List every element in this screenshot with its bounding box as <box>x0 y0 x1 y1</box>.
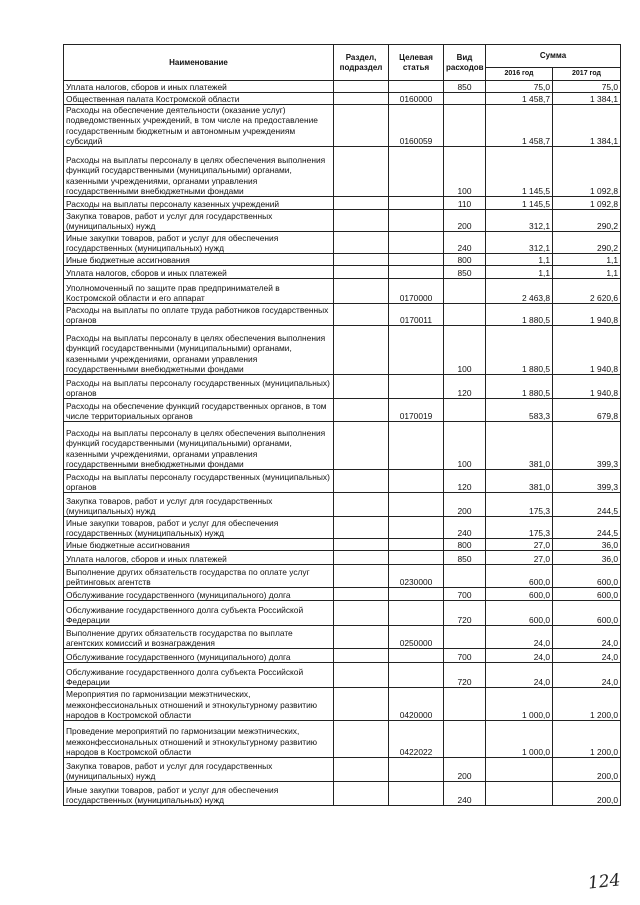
cell-target <box>389 147 444 197</box>
cell-y2016: 600,0 <box>486 601 553 626</box>
cell-y2016: 1 880,5 <box>486 326 553 375</box>
table-row <box>64 493 621 517</box>
cell-section <box>334 210 389 232</box>
cell-type: 120 <box>444 470 486 493</box>
cell-type <box>444 105 486 147</box>
header-2017: 2017 год <box>553 68 621 81</box>
cell-y2016: 1 458,7 <box>486 93 553 105</box>
cell-type <box>444 93 486 105</box>
table-row <box>64 279 621 304</box>
cell-y2016 <box>486 782 553 806</box>
cell-section <box>334 147 389 197</box>
cell-name: Обслуживание государственного долга субъекта Российской Федерации <box>64 663 334 688</box>
cell-name: Иные закупки товаров, работ и услуг для обеспечения государственных (муниципальных) нужд <box>64 517 334 539</box>
cell-y2017: 244,5 <box>553 493 621 517</box>
cell-section <box>334 782 389 806</box>
cell-y2017: 600,0 <box>553 601 621 626</box>
cell-type <box>444 688 486 721</box>
cell-type: 100 <box>444 326 486 375</box>
cell-name: Расходы на выплаты персоналу государственных (муниципальных) органов <box>64 375 334 399</box>
header-section: Раздел, подраздел <box>334 45 389 81</box>
cell-type <box>444 721 486 758</box>
table-row <box>64 81 621 93</box>
cell-y2016: 1 145,5 <box>486 197 553 210</box>
cell-y2017: 1 200,0 <box>553 721 621 758</box>
cell-section <box>334 601 389 626</box>
cell-type <box>444 399 486 422</box>
table-row <box>64 375 621 399</box>
cell-y2016: 312,1 <box>486 232 553 254</box>
cell-y2017: 244,5 <box>553 517 621 539</box>
cell-section <box>334 663 389 688</box>
cell-target <box>389 551 444 565</box>
cell-target: 0160000 <box>389 93 444 105</box>
table-row <box>64 470 621 493</box>
table-row <box>64 197 621 210</box>
cell-target <box>389 758 444 782</box>
table-row <box>64 93 621 105</box>
table-row <box>64 688 621 721</box>
cell-y2017: 36,0 <box>553 551 621 565</box>
table-row <box>64 399 621 422</box>
cell-y2017: 1 940,8 <box>553 326 621 375</box>
cell-target <box>389 266 444 279</box>
table-row <box>64 326 621 375</box>
table-row <box>64 517 621 539</box>
cell-section <box>334 254 389 266</box>
cell-y2017: 24,0 <box>553 649 621 663</box>
cell-target: 0230000 <box>389 565 444 588</box>
cell-name: Обслуживание государственного долга субъекта Российской Федерации <box>64 601 334 626</box>
cell-type: 200 <box>444 758 486 782</box>
cell-y2017: 200,0 <box>553 758 621 782</box>
cell-target <box>389 375 444 399</box>
cell-name: Закупка товаров, работ и услуг для государственных (муниципальных) нужд <box>64 210 334 232</box>
cell-name: Иные бюджетные ассигнования <box>64 539 334 551</box>
cell-y2017: 399,3 <box>553 470 621 493</box>
cell-type: 700 <box>444 588 486 601</box>
cell-section <box>334 539 389 551</box>
cell-y2016: 600,0 <box>486 565 553 588</box>
cell-name: Расходы на выплаты персоналу в целях обеспечения выполнения функций государственными (муниципальными) органами, казенными учреждениями, органами управления государственными внебюджетными фондами <box>64 422 334 470</box>
cell-section <box>334 81 389 93</box>
cell-section <box>334 588 389 601</box>
cell-type: 100 <box>444 422 486 470</box>
table-row <box>64 210 621 232</box>
cell-y2016: 1 000,0 <box>486 688 553 721</box>
cell-name: Обслуживание государственного (муниципального) долга <box>64 649 334 663</box>
cell-y2016: 1 880,5 <box>486 375 553 399</box>
cell-y2017: 1 384,1 <box>553 105 621 147</box>
cell-section <box>334 399 389 422</box>
cell-target: 0422022 <box>389 721 444 758</box>
cell-target: 0170019 <box>389 399 444 422</box>
cell-name: Расходы на выплаты персоналу казенных учреждений <box>64 197 334 210</box>
cell-y2017: 2 620,6 <box>553 279 621 304</box>
cell-target: 0170000 <box>389 279 444 304</box>
cell-y2017: 1 940,8 <box>553 375 621 399</box>
cell-section <box>334 304 389 326</box>
cell-target <box>389 422 444 470</box>
table-row <box>64 551 621 565</box>
cell-section <box>334 517 389 539</box>
cell-name: Закупка товаров, работ и услуг для государственных (муниципальных) нужд <box>64 493 334 517</box>
cell-target <box>389 210 444 232</box>
cell-y2017: 36,0 <box>553 539 621 551</box>
table-row <box>64 649 621 663</box>
cell-section <box>334 721 389 758</box>
cell-name: Расходы на выплаты персоналу государственных (муниципальных) органов <box>64 470 334 493</box>
cell-name: Мероприятия по гармонизации межэтнических, межконфессиональных отношений и этнокультурному развитию народов в Костромской области <box>64 688 334 721</box>
cell-target <box>389 197 444 210</box>
cell-y2016: 27,0 <box>486 551 553 565</box>
page-number: 124 <box>587 870 622 894</box>
cell-y2016: 583,3 <box>486 399 553 422</box>
cell-name: Расходы на выплаты персоналу в целях обеспечения выполнения функций государственными (муниципальными) органами, казенными учреждениями, органами управления государственными внебюджетными фондами <box>64 147 334 197</box>
cell-y2016: 312,1 <box>486 210 553 232</box>
cell-y2016: 27,0 <box>486 539 553 551</box>
table-row <box>64 663 621 688</box>
cell-section <box>334 470 389 493</box>
cell-y2017: 290,2 <box>553 232 621 254</box>
cell-y2017: 1 092,8 <box>553 197 621 210</box>
cell-target <box>389 588 444 601</box>
cell-y2017: 679,8 <box>553 399 621 422</box>
cell-target <box>389 254 444 266</box>
cell-target <box>389 470 444 493</box>
cell-y2016: 175,3 <box>486 493 553 517</box>
cell-y2016 <box>486 758 553 782</box>
cell-y2017: 1 940,8 <box>553 304 621 326</box>
cell-section <box>334 232 389 254</box>
cell-name: Закупка товаров, работ и услуг для государственных (муниципальных) нужд <box>64 758 334 782</box>
cell-y2017: 200,0 <box>553 782 621 806</box>
cell-target <box>389 493 444 517</box>
cell-section <box>334 279 389 304</box>
cell-name: Расходы на обеспечение функций государственных органов, в том числе территориальных органов <box>64 399 334 422</box>
cell-y2017: 24,0 <box>553 663 621 688</box>
table-row <box>64 422 621 470</box>
cell-section <box>334 649 389 663</box>
table-row <box>64 721 621 758</box>
header-2016: 2016 год <box>486 68 553 81</box>
cell-name: Общественная палата Костромской области <box>64 93 334 105</box>
cell-y2017: 600,0 <box>553 588 621 601</box>
cell-name: Иные закупки товаров, работ и услуг для обеспечения государственных (муниципальных) нужд <box>64 232 334 254</box>
cell-name: Иные бюджетные ассигнования <box>64 254 334 266</box>
header-target: Целевая статья <box>389 45 444 81</box>
table-row <box>64 147 621 197</box>
cell-section <box>334 105 389 147</box>
cell-name: Расходы на выплаты по оплате труда работников государственных органов <box>64 304 334 326</box>
cell-target: 0250000 <box>389 626 444 649</box>
table-row <box>64 565 621 588</box>
cell-section <box>334 626 389 649</box>
cell-name: Обслуживание государственного (муниципального) долга <box>64 588 334 601</box>
cell-type: 120 <box>444 375 486 399</box>
cell-target <box>389 81 444 93</box>
cell-target: 0420000 <box>389 688 444 721</box>
cell-name: Выполнение других обязательств государства по выплате агентских комиссий и вознаграждения <box>64 626 334 649</box>
cell-section <box>334 688 389 721</box>
cell-y2016: 1 880,5 <box>486 304 553 326</box>
table-row <box>64 254 621 266</box>
table-row <box>64 232 621 254</box>
cell-type <box>444 304 486 326</box>
cell-type: 850 <box>444 266 486 279</box>
cell-target <box>389 326 444 375</box>
cell-section <box>334 266 389 279</box>
table-row <box>64 758 621 782</box>
cell-name: Уплата налогов, сборов и иных платежей <box>64 266 334 279</box>
cell-type: 720 <box>444 601 486 626</box>
cell-y2016: 75,0 <box>486 81 553 93</box>
cell-y2016: 24,0 <box>486 663 553 688</box>
cell-target: 0170011 <box>389 304 444 326</box>
cell-target: 0160059 <box>389 105 444 147</box>
table-row <box>64 266 621 279</box>
cell-type <box>444 565 486 588</box>
cell-type: 240 <box>444 232 486 254</box>
cell-y2016: 600,0 <box>486 588 553 601</box>
cell-section <box>334 375 389 399</box>
cell-type: 800 <box>444 539 486 551</box>
cell-type: 850 <box>444 81 486 93</box>
cell-target <box>389 232 444 254</box>
cell-y2016: 381,0 <box>486 422 553 470</box>
cell-type: 110 <box>444 197 486 210</box>
cell-y2017: 399,3 <box>553 422 621 470</box>
cell-y2017: 290,2 <box>553 210 621 232</box>
cell-name: Уплата налогов, сборов и иных платежей <box>64 551 334 565</box>
cell-name: Проведение мероприятий по гармонизации межэтнических, межконфессиональных отношений и этнокультурному развитию народов в Костромской области <box>64 721 334 758</box>
table-row <box>64 588 621 601</box>
table-row <box>64 601 621 626</box>
cell-type: 240 <box>444 782 486 806</box>
header-name: Наименование <box>64 45 334 81</box>
cell-name: Расходы на выплаты персоналу в целях обеспечения выполнения функций государственными (муниципальными) органами, казенными учреждениями, органами управления государственными внебюджетными фондами <box>64 326 334 375</box>
cell-type: 700 <box>444 649 486 663</box>
table-row <box>64 626 621 649</box>
cell-y2016: 2 463,8 <box>486 279 553 304</box>
cell-type: 800 <box>444 254 486 266</box>
cell-y2017: 1,1 <box>553 254 621 266</box>
cell-target <box>389 782 444 806</box>
cell-name: Расходы на обеспечение деятельности (оказание услуг) подведомственных учреждений, в том числе на предоставление государственным бюджетным и автономным учреждениям субсидий <box>64 105 334 147</box>
table-body <box>64 81 621 806</box>
cell-y2016: 1 000,0 <box>486 721 553 758</box>
cell-y2016: 1,1 <box>486 266 553 279</box>
cell-target <box>389 539 444 551</box>
cell-section <box>334 493 389 517</box>
cell-section <box>334 197 389 210</box>
table-row <box>64 782 621 806</box>
table-row <box>64 304 621 326</box>
cell-section <box>334 93 389 105</box>
cell-section <box>334 326 389 375</box>
cell-name: Уплата налогов, сборов и иных платежей <box>64 81 334 93</box>
cell-type: 850 <box>444 551 486 565</box>
cell-type: 100 <box>444 147 486 197</box>
cell-name: Уполномоченный по защите прав предпринимателей в Костромской области и его аппарат <box>64 279 334 304</box>
cell-y2016: 1 458,7 <box>486 105 553 147</box>
cell-section <box>334 551 389 565</box>
cell-y2016: 381,0 <box>486 470 553 493</box>
table-row <box>64 539 621 551</box>
cell-y2016: 175,3 <box>486 517 553 539</box>
cell-type: 200 <box>444 210 486 232</box>
cell-y2017: 1 092,8 <box>553 147 621 197</box>
cell-type <box>444 626 486 649</box>
cell-y2017: 1,1 <box>553 266 621 279</box>
cell-y2016: 1,1 <box>486 254 553 266</box>
cell-y2016: 24,0 <box>486 626 553 649</box>
cell-y2016: 24,0 <box>486 649 553 663</box>
table-row <box>64 105 621 147</box>
cell-y2017: 600,0 <box>553 565 621 588</box>
cell-section <box>334 422 389 470</box>
cell-name: Выполнение других обязательств государства по оплате услуг рейтинговых агентств <box>64 565 334 588</box>
cell-section <box>334 758 389 782</box>
cell-target <box>389 649 444 663</box>
cell-type: 720 <box>444 663 486 688</box>
cell-y2017: 1 384,1 <box>553 93 621 105</box>
cell-target <box>389 517 444 539</box>
header-type: Вид расходов <box>444 45 486 81</box>
cell-name: Иные закупки товаров, работ и услуг для обеспечения государственных (муниципальных) нужд <box>64 782 334 806</box>
cell-type <box>444 279 486 304</box>
cell-target <box>389 601 444 626</box>
header-sum: Сумма <box>486 45 621 68</box>
budget-table <box>63 44 621 806</box>
cell-y2016: 1 145,5 <box>486 147 553 197</box>
cell-y2017: 24,0 <box>553 626 621 649</box>
cell-target <box>389 663 444 688</box>
cell-type: 200 <box>444 493 486 517</box>
cell-type: 240 <box>444 517 486 539</box>
cell-y2017: 1 200,0 <box>553 688 621 721</box>
cell-y2017: 75,0 <box>553 81 621 93</box>
cell-section <box>334 565 389 588</box>
